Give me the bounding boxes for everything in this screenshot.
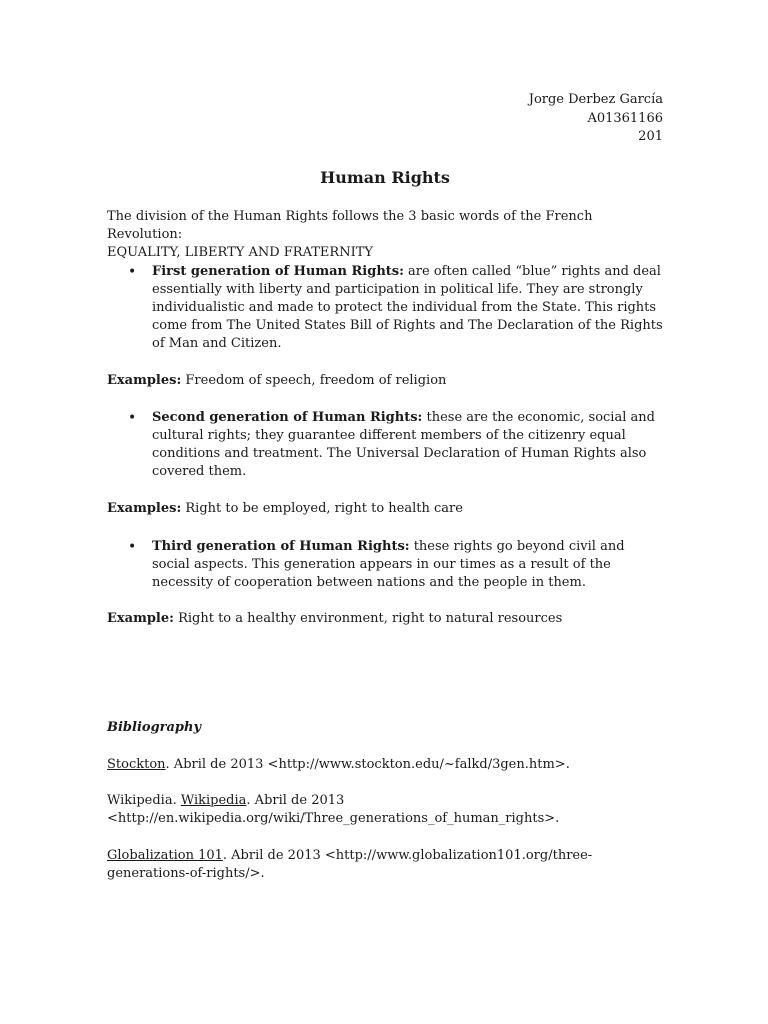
list-item bbox=[128, 409, 663, 481]
bib-link[interactable]: Wikipedia bbox=[180, 793, 247, 808]
bib-link[interactable]: Stockton bbox=[107, 757, 166, 772]
bibliography-entry bbox=[107, 847, 663, 883]
bullet-icon: • bbox=[128, 264, 137, 280]
examples-label: Examples: bbox=[107, 373, 182, 388]
generation-label: First generation of Human Rights: bbox=[152, 264, 404, 279]
examples-line bbox=[107, 500, 663, 518]
generation-label: Third generation of Human Rights: bbox=[152, 539, 410, 554]
author-name: Jorge Derbez García bbox=[528, 92, 663, 107]
bibliography-entry bbox=[107, 756, 663, 774]
group-number: 201 bbox=[638, 129, 663, 144]
examples-text: Freedom of speech, freedom of religion bbox=[181, 373, 447, 388]
bib-suffix: . Abril de 2013 <http://en.wikipedia.org/wiki/Three_generations_of_human_rights>. bbox=[107, 793, 560, 826]
intro-line-1: The division of the Human Rights follows the 3 basic words of the French Revolution: bbox=[107, 209, 593, 242]
bib-suffix: . Abril de 2013 <http://www.globalization101.org/three-generations-of-rights/>. bbox=[107, 848, 593, 881]
generation-label: Second generation of Human Rights: bbox=[152, 410, 423, 425]
bib-prefix: Wikipedia. bbox=[107, 793, 181, 808]
generation-text: these rights go beyond civil and social aspects. This generation appears in our times as a result of the necessity of cooperation between nations and the people in them. bbox=[152, 539, 625, 590]
intro-line-2: EQUALITY, LIBERTY AND FRATERNITY bbox=[107, 245, 373, 260]
generation-text: are often called “blue” rights and deal essentially with liberty and participation in political life. They are strongly individualistic and made to protect the individual from the State. This rights come from The United States Bill of Rights and The Declaration of the Rights of Man and Citizen. bbox=[152, 264, 663, 351]
bib-link[interactable]: Globalization 101 bbox=[107, 848, 223, 863]
intro-paragraph bbox=[107, 208, 663, 262]
document-page bbox=[107, 0, 663, 1024]
bullet-icon: • bbox=[128, 410, 137, 426]
author-header bbox=[529, 91, 663, 147]
examples-line bbox=[107, 372, 663, 390]
bibliography-entry bbox=[107, 792, 663, 828]
list-item bbox=[128, 263, 663, 353]
list-item bbox=[128, 538, 663, 592]
examples-text: Right to be employed, right to health care bbox=[181, 501, 463, 516]
page-title: Human Rights bbox=[320, 168, 450, 187]
examples-label: Examples: bbox=[107, 501, 182, 516]
bullet-icon: • bbox=[128, 539, 137, 555]
generation-text: these are the economic, social and cultural rights; they guarantee different members of the citizenry equal conditions and treatment. The Universal Declaration of Human Rights also covered them. bbox=[152, 410, 655, 479]
bibliography-heading: Bibliography bbox=[107, 720, 202, 735]
bib-suffix: . Abril de 2013 <http://www.stockton.edu/~falkd/3gen.htm>. bbox=[165, 757, 570, 772]
examples-text: Right to a healthy environment, right to natural resources bbox=[173, 611, 563, 626]
examples-line bbox=[107, 610, 663, 628]
student-id: A01361166 bbox=[587, 110, 663, 126]
examples-label: Example: bbox=[107, 611, 174, 626]
